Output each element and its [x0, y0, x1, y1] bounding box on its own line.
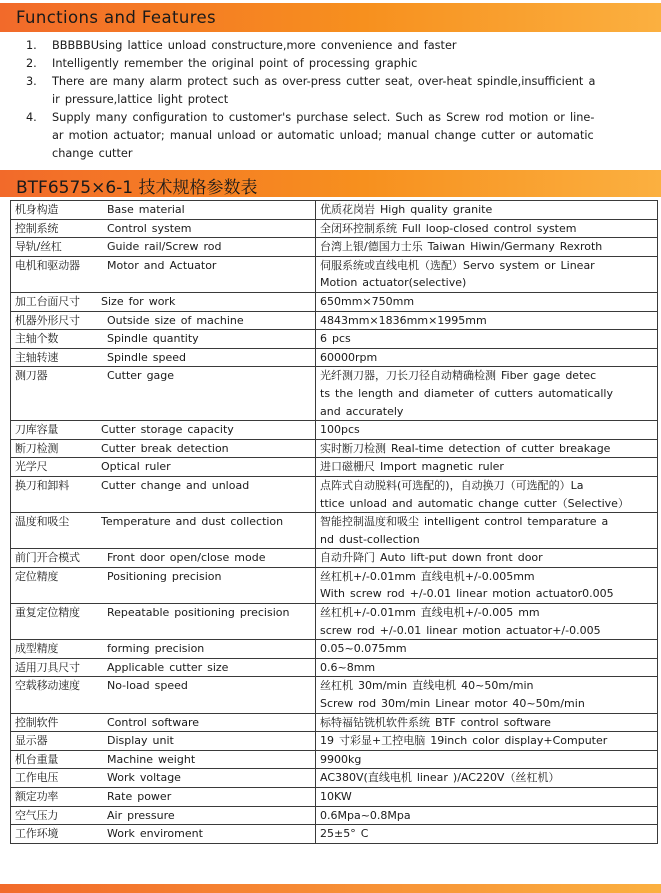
- spec-label-en: Outside size of machine: [107, 313, 244, 327]
- spec-row: [11, 367, 658, 421]
- spec-value: 丝杠机 30m/min 直线电机 40~50m/min Screw rod 30m/min Linear motor 40~50m/min: [316, 677, 658, 713]
- spec-label-cell: [11, 549, 316, 568]
- spec-row: [11, 713, 658, 732]
- spec-label-cell: [11, 201, 316, 220]
- spec-label-cell: [11, 238, 316, 257]
- spec-value: 0.05~0.075mm: [316, 640, 658, 659]
- spec-label-en: Optical ruler: [101, 460, 171, 474]
- spec-row: [11, 788, 658, 807]
- feature-number: 2.: [26, 57, 37, 70]
- spec-value: 100pcs: [316, 421, 658, 440]
- spec-label-cell: [11, 713, 316, 732]
- spec-row: [11, 750, 658, 769]
- spec-label-en: Spindle speed: [107, 350, 187, 364]
- spec-label-en: Cutter break detection: [101, 441, 229, 455]
- functions-title: Functions and Features: [16, 8, 217, 27]
- spec-label-en: forming precision: [107, 642, 205, 656]
- spec-label-cell: [11, 750, 316, 769]
- spec-value: 60000rpm: [316, 348, 658, 367]
- spec-label-cn: 空载移动速度: [15, 679, 80, 693]
- spec-row: [11, 513, 658, 549]
- spec-value: 进口磁栅尺 Import magnetic ruler: [316, 458, 658, 477]
- spec-label-cn: 加工台面尺寸: [15, 294, 80, 308]
- feature-text: There are many alarm protect such as over-press cutter seat, over-heat spindle,insufficient a ir pressure,lattice light protect: [52, 75, 596, 106]
- spec-label-cell: [11, 806, 316, 825]
- spec-label-cell: [11, 476, 316, 512]
- spec-label-cell: [11, 219, 316, 238]
- spec-value: 实时断刀检测 Real-time detection of cutter breakage: [316, 439, 658, 458]
- spec-label-cn: 刀库容量: [15, 423, 59, 437]
- spec-row: [11, 658, 658, 677]
- spec-label-cn: 前门开合模式: [15, 551, 80, 565]
- spec-label-en: Repeatable positioning precision: [107, 606, 290, 620]
- spec-row: [11, 330, 658, 349]
- spec-row: [11, 732, 658, 751]
- spec-value: 4843mm×1836mm×1995mm: [316, 311, 658, 330]
- spec-label-cell: [11, 732, 316, 751]
- spec-row: [11, 421, 658, 440]
- spec-value: 25±5° C: [316, 825, 658, 844]
- spec-value: 自动升降门 Auto lift-put down front door: [316, 549, 658, 568]
- spec-label-cell: [11, 311, 316, 330]
- spec-label-cn: 机器外形尺寸: [15, 313, 80, 327]
- spec-table: [10, 200, 658, 844]
- spec-row: [11, 348, 658, 367]
- spec-label-cell: [11, 348, 316, 367]
- spec-label-cn: 断刀检测: [15, 441, 59, 455]
- spec-label-cn: 导轨/丝杠: [15, 240, 62, 254]
- spec-value: AC380V(直线电机 linear )/AC220V（丝杠机）: [316, 769, 658, 788]
- spec-row: [11, 567, 658, 603]
- spec-label-cn: 电机和驱动器: [15, 258, 80, 272]
- feature-number: 4.: [26, 111, 37, 124]
- spec-row: [11, 476, 658, 512]
- spec-label-cn: 适用刀具尺寸: [15, 660, 80, 674]
- functions-banner: [0, 3, 661, 32]
- spec-label-en: Work voltage: [107, 771, 181, 785]
- spec-label-cn: 额定功率: [15, 790, 59, 803]
- spec-label-cell: [11, 677, 316, 713]
- spec-row: [11, 458, 658, 477]
- spec-label-en: No-load speed: [107, 679, 188, 693]
- spec-label-cell: [11, 788, 316, 807]
- spec-label-cell: [11, 458, 316, 477]
- spec-label-cell: [11, 256, 316, 292]
- spec-label-cell: [11, 640, 316, 659]
- spec-label-cn: 温度和吸尘: [15, 515, 69, 529]
- feature-item: [26, 55, 638, 73]
- spec-row: [11, 238, 658, 257]
- spec-label-cn: 换刀和卸料: [15, 478, 69, 492]
- spec-label-en: Cutter storage capacity: [101, 423, 234, 437]
- spec-row: [11, 806, 658, 825]
- spec-row: [11, 640, 658, 659]
- feature-text: Intelligently remember the original point of processing graphic: [52, 57, 418, 70]
- feature-list: [26, 37, 638, 163]
- spec-label-en: Air pressure: [107, 808, 175, 822]
- spec-label-en: Applicable cutter size: [107, 660, 229, 674]
- spec-row: [11, 549, 658, 568]
- spec-label-cn: 成型精度: [15, 642, 59, 656]
- spec-label-en: Control software: [107, 715, 199, 729]
- spec-label-cell: [11, 292, 316, 311]
- spec-label-en: Control system: [107, 221, 192, 235]
- spec-label-cn: 控制软件: [15, 715, 59, 729]
- spec-value: 19 寸彩显+工控电脑 19inch color display+Computer: [316, 732, 658, 751]
- spec-label-cn: 空气压力: [15, 808, 59, 822]
- spec-value: 点阵式自动脱料(可选配的)，自动换刀（可选配的）La ttice unload and automatic change cutter（Selective）: [316, 476, 658, 512]
- spec-label-cn: 工作环境: [15, 827, 59, 841]
- spec-label-cell: [11, 604, 316, 640]
- spec-label-en: Cutter gage: [107, 369, 175, 383]
- spec-label-en: Display unit: [107, 734, 174, 748]
- spec-label-cn: 主轴转速: [15, 350, 59, 364]
- spec-label-cell: [11, 825, 316, 844]
- spec-value: 标特福钻铣机软件系统 BTF control software: [316, 713, 658, 732]
- spec-row: [11, 825, 658, 844]
- spec-value: 650mm×750mm: [316, 292, 658, 311]
- feature-number: 3.: [26, 75, 37, 88]
- spec-label-en: Base material: [107, 203, 185, 216]
- spec-value: 台湾上银/德国力士乐 Taiwan Hiwin/Germany Rexroth: [316, 238, 658, 257]
- feature-text: Supply many configuration to customer's purchase select. Such as Screw rod motion or line- ar motion actuator; manual unload or automatic unload; manual change cutter or automatic change cutter: [52, 111, 595, 160]
- spec-value: 6 pcs: [316, 330, 658, 349]
- spec-row: [11, 201, 658, 220]
- spec-row: [11, 292, 658, 311]
- spec-value: 9900kg: [316, 750, 658, 769]
- spec-row: [11, 439, 658, 458]
- spec-value: 0.6~8mm: [316, 658, 658, 677]
- spec-label-cn: 光学尺: [15, 460, 48, 474]
- spec-label-cn: 控制系统: [15, 221, 59, 235]
- spec-label-en: Rate power: [107, 790, 172, 803]
- spec-value: 丝杠机+/-0.01mm 直线电机+/-0.005mm With screw rod +/-0.01 linear motion actuator0.005: [316, 567, 658, 603]
- spec-label-en: Size for work: [101, 294, 176, 308]
- spec-label-cell: [11, 439, 316, 458]
- spec-value: 10KW: [316, 788, 658, 807]
- spec-row: [11, 256, 658, 292]
- feature-number: 1.: [26, 39, 37, 52]
- spec-title: BTF6575×6-1 技术规格参数表: [16, 178, 258, 198]
- spec-label-cell: [11, 513, 316, 549]
- feature-item: [26, 73, 638, 109]
- spec-row: [11, 677, 658, 713]
- spec-label-cell: [11, 421, 316, 440]
- spec-label-cn: 机台重量: [15, 752, 59, 766]
- spec-label-en: Work enviroment: [107, 827, 203, 841]
- spec-label-cell: [11, 330, 316, 349]
- spec-value: 光纤测刀器，刀长刀径自动精确检测 Fiber gage detec ts the length and diameter of cutters automatically and accurately: [316, 367, 658, 421]
- spec-banner: [0, 170, 661, 197]
- spec-value: 伺服系统或直线电机（选配）Servo system or Linear Motion actuator(selective): [316, 256, 658, 292]
- spec-value: 丝杠机+/-0.01mm 直线电机+/-0.005 mm screw rod +/-0.01 linear motion actuator+/-0.005: [316, 604, 658, 640]
- spec-label-en: Guide rail/Screw rod: [107, 240, 222, 254]
- spec-label-en: Machine weight: [107, 752, 196, 766]
- spec-label-en: Front door open/close mode: [107, 551, 266, 565]
- spec-value: 全闭环控制系统 Full loop-closed control system: [316, 219, 658, 238]
- spec-row: [11, 311, 658, 330]
- spec-label-cn: 显示器: [15, 734, 48, 748]
- spec-label-cn: 主轴个数: [15, 332, 59, 346]
- spec-row: [11, 219, 658, 238]
- feature-item: [26, 109, 638, 163]
- footer-strip: [0, 884, 661, 893]
- spec-value: 0.6Mpa~0.8Mpa: [316, 806, 658, 825]
- spec-label-cn: 定位精度: [15, 569, 59, 583]
- spec-label-cell: [11, 567, 316, 603]
- feature-text: BBBBBUsing lattice unload constructure,more convenience and faster: [52, 39, 457, 52]
- spec-value: 智能控制温度和吸尘 intelligent control temparature a nd dust-collection: [316, 513, 658, 549]
- spec-row: [11, 769, 658, 788]
- spec-label-cn: 测刀器: [15, 369, 48, 383]
- spec-label-cn: 机身构造: [15, 203, 59, 216]
- spec-label-en: Motor and Actuator: [107, 258, 217, 272]
- spec-label-en: Cutter change and unload: [101, 478, 250, 492]
- spec-row: [11, 604, 658, 640]
- spec-label-en: Spindle quantity: [107, 332, 199, 346]
- spec-label-cn: 工作电压: [15, 771, 59, 785]
- spec-value: 优质花岗岩 High quality granite: [316, 201, 658, 220]
- spec-label-en: Temperature and dust collection: [101, 515, 284, 529]
- spec-label-cn: 重复定位精度: [15, 606, 80, 620]
- feature-item: [26, 37, 638, 55]
- spec-label-cell: [11, 658, 316, 677]
- spec-label-cell: [11, 367, 316, 421]
- spec-label-en: Positioning precision: [107, 569, 222, 583]
- spec-label-cell: [11, 769, 316, 788]
